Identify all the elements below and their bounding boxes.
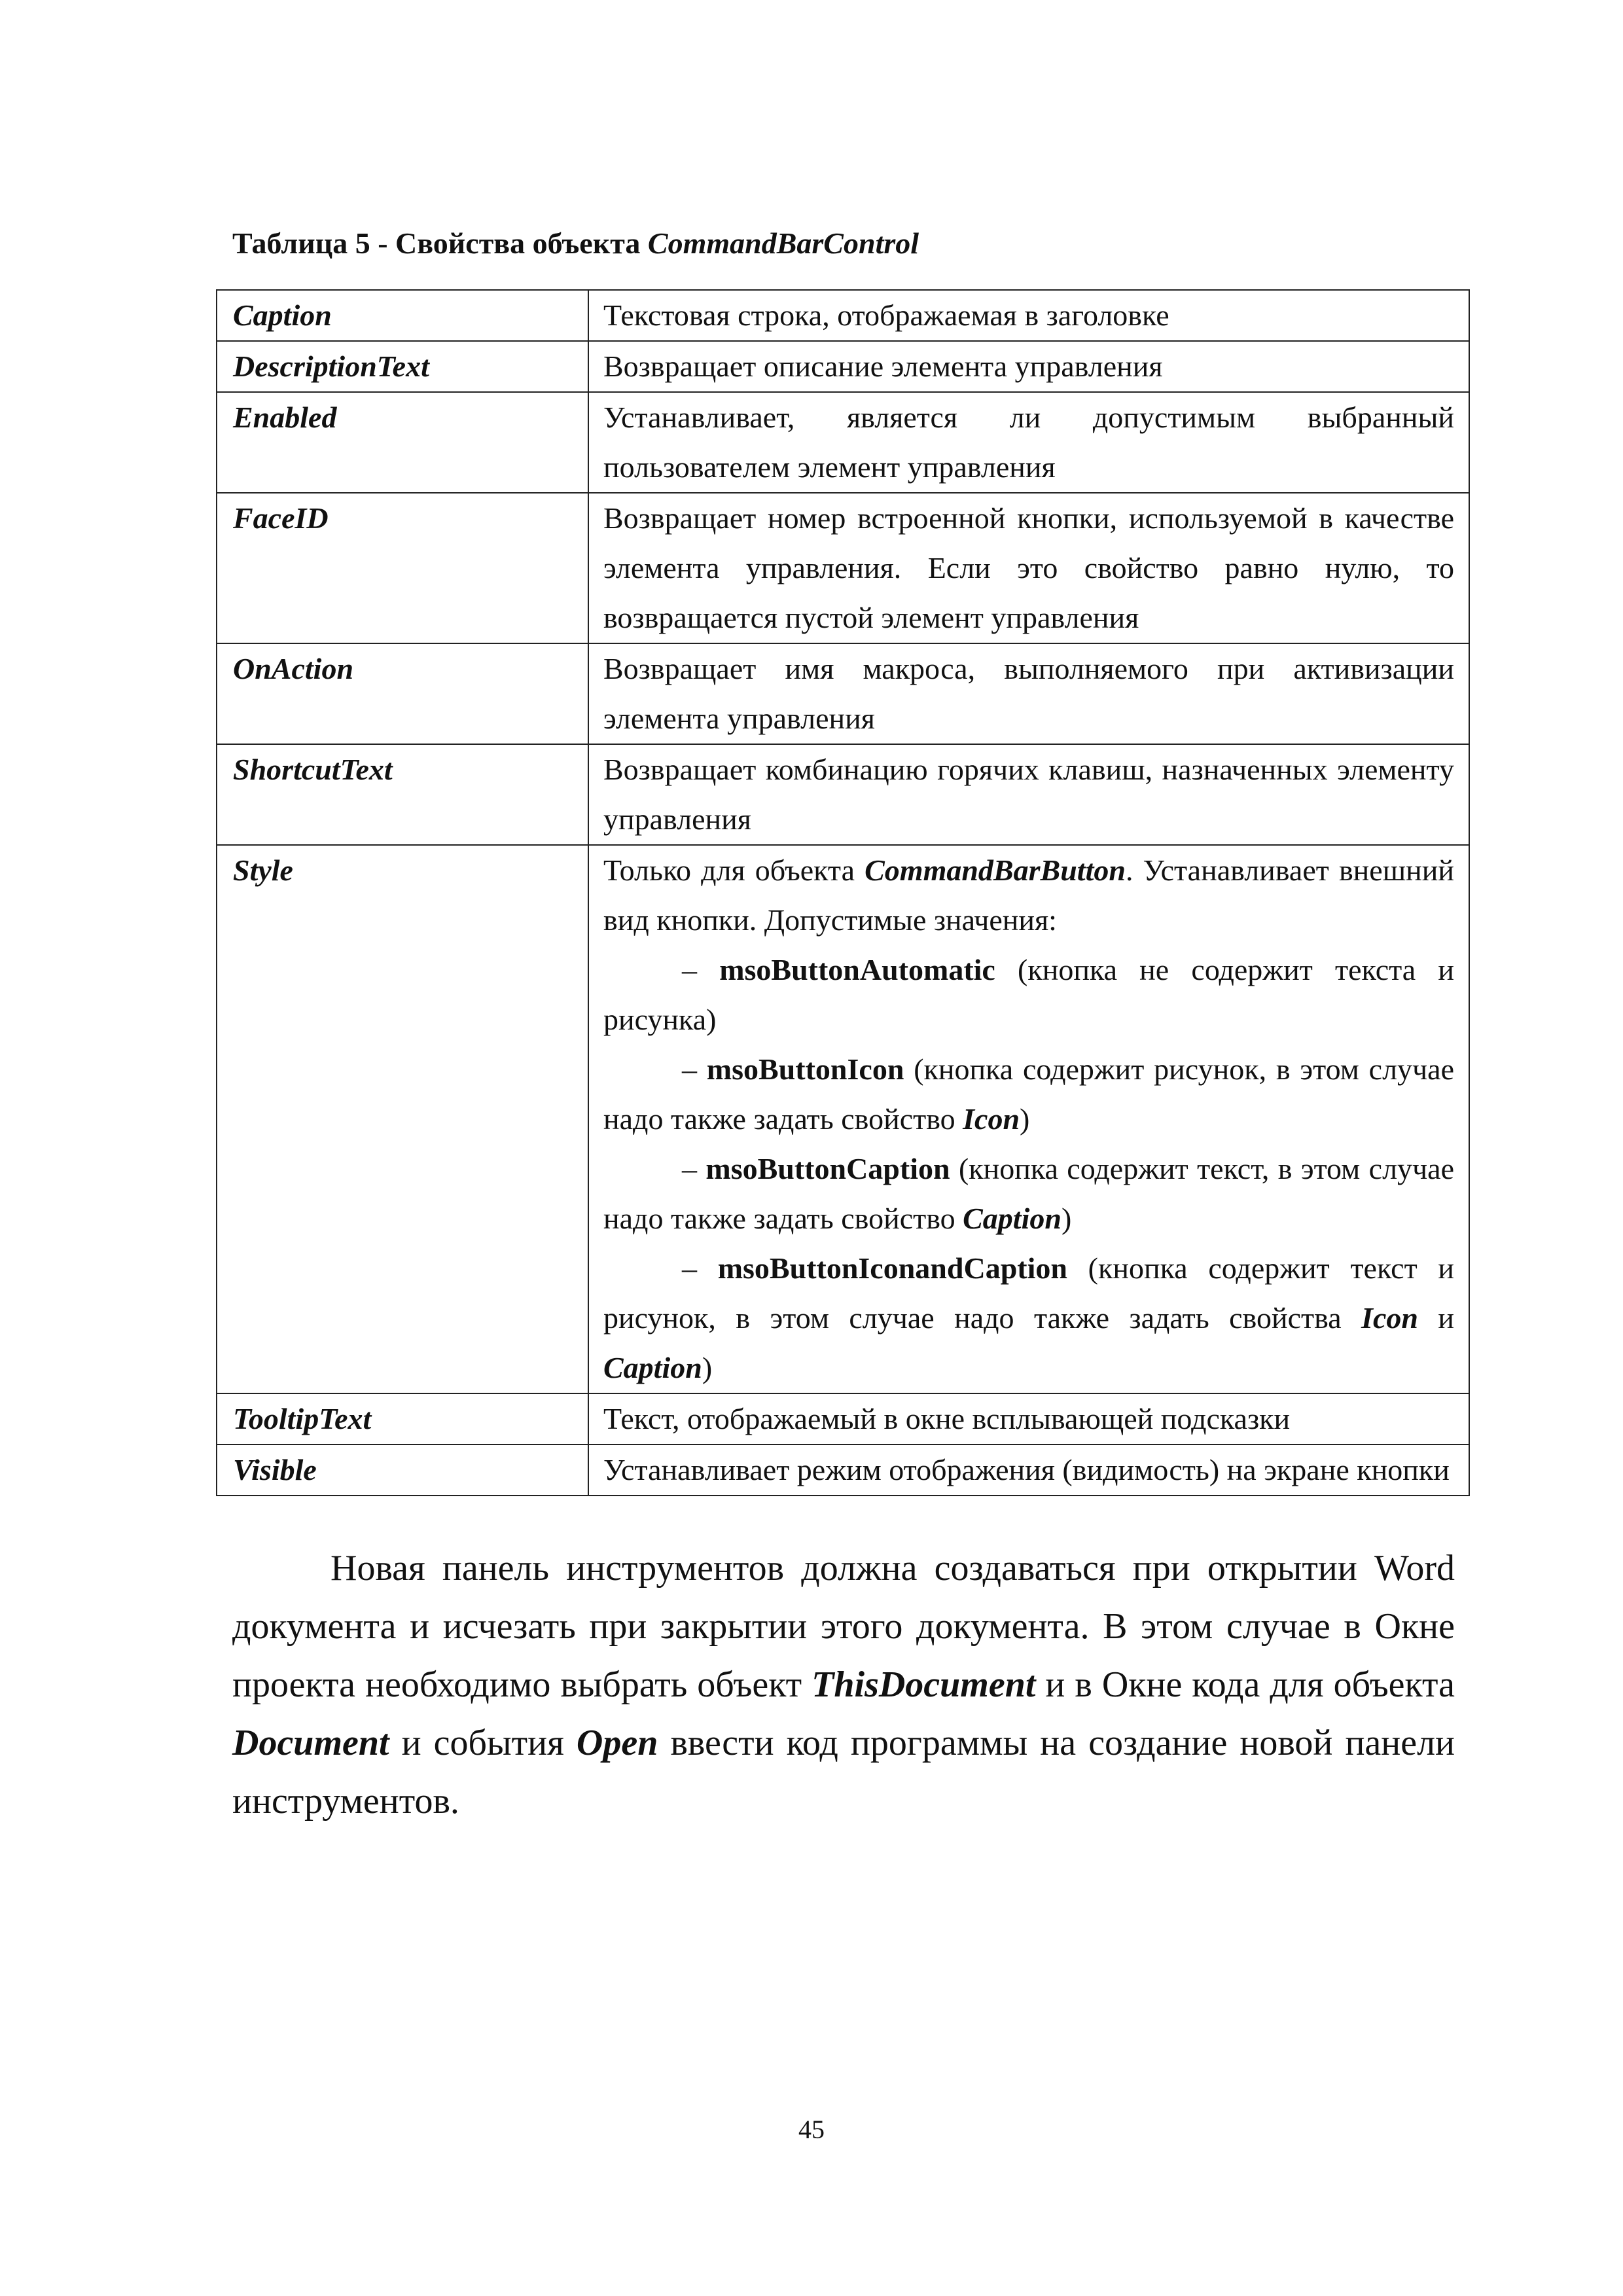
properties-table [216, 289, 1470, 1496]
option-dash: – [682, 1152, 706, 1185]
option-ref: Icon [1361, 1301, 1418, 1335]
option-tail: ) [1020, 1102, 1030, 1136]
table-row [217, 290, 1469, 341]
table-row [217, 744, 1469, 845]
paragraph-object-ref: Document [232, 1723, 389, 1763]
option-tail: ) [702, 1351, 713, 1384]
style-intro-object: CommandBarButton [865, 853, 1126, 887]
caption-prefix: Таблица 5 - Свойства объекта [232, 226, 648, 260]
option-text: (кнопка не содержит текста и рисунка) [603, 953, 1455, 1036]
option-ref: Caption [603, 1351, 702, 1384]
property-name: DescriptionText [217, 341, 588, 392]
table-row [217, 341, 1469, 392]
paragraph-object-ref: Open [576, 1723, 658, 1763]
property-name: Enabled [217, 392, 588, 493]
style-option [603, 1045, 1454, 1144]
property-description: Возвращает имя макроса, выполняемого при активизации элемента управления [588, 643, 1469, 744]
property-name: TooltipText [217, 1393, 588, 1444]
table-row [217, 643, 1469, 744]
option-value: msoButtonAutomatic [719, 953, 995, 986]
table-caption [232, 226, 919, 260]
option-value: msoButtonIcon [706, 1052, 904, 1086]
property-description: Возвращает комбинацию горячих клавиш, назначенных элементу управления [588, 744, 1469, 845]
page-number: 45 [798, 2115, 825, 2144]
option-ref: Caption [963, 1202, 1061, 1235]
style-option [603, 1244, 1454, 1393]
property-name: FaceID [217, 493, 588, 643]
property-description: Устанавливает режим отображения (видимость) на экране кнопки [588, 1444, 1469, 1496]
table-row [217, 1393, 1469, 1444]
property-name: OnAction [217, 643, 588, 744]
paragraph-text: и события [389, 1723, 577, 1763]
option-tail: ) [1061, 1202, 1072, 1235]
property-description: Возвращает номер встроенной кнопки, используемой в качестве элемента управления. Если это свойство равно нулю, то возвращается пустой элемент управления [588, 493, 1469, 643]
property-description: Текстовая строка, отображаемая в заголовке [588, 290, 1469, 341]
option-text: (кнопка содержит текст и рисунок, в этом случае надо также задать свойства [603, 1251, 1455, 1335]
style-option [603, 1144, 1454, 1244]
paragraph-text: ввести код программы на создание новой панели инструментов. [232, 1723, 1455, 1821]
style-intro-after: . Устанавливает внешний вид кнопки. Допустимые значения: [603, 853, 1454, 937]
paragraph-object-ref: ThisDocument [812, 1664, 1036, 1705]
property-description: Возвращает описание элемента управления [588, 341, 1469, 392]
property-description: Текст, отображаемый в окне всплывающей подсказки [588, 1393, 1469, 1444]
option-mid: и [1418, 1301, 1454, 1335]
property-name: Style [217, 845, 588, 1393]
table-row [217, 493, 1469, 643]
table-row [217, 392, 1469, 493]
style-option [603, 945, 1454, 1045]
body-paragraph [232, 1539, 1455, 1831]
option-text: (кнопка содержит рисунок, в этом случае надо также задать свойство [603, 1052, 1454, 1136]
table-row [217, 1444, 1469, 1496]
style-intro-before: Только для объекта [603, 853, 865, 887]
option-ref: Icon [963, 1102, 1020, 1136]
paragraph-text: и в Окне кода для объекта [1035, 1664, 1455, 1705]
option-text: (кнопка содержит текст, в этом случае надо также задать свойство [603, 1152, 1455, 1235]
property-description [588, 845, 1469, 1393]
option-dash: – [682, 953, 720, 986]
property-description: Устанавливает, является ли допустимым выбранный пользователем элемент управления [588, 392, 1469, 493]
property-name: Caption [217, 290, 588, 341]
option-dash: – [682, 1052, 707, 1086]
caption-object-name: CommandBarControl [647, 226, 919, 260]
paragraph-text: Новая панель инструментов должна создаваться при открытии Word документа и исчезать при закрытии этого документа. В этом случае в Окне проекта необходимо выбрать объект [232, 1548, 1455, 1705]
option-dash: – [682, 1251, 718, 1285]
option-value: msoButtonIconandCaption [717, 1251, 1067, 1285]
property-name: Visible [217, 1444, 588, 1496]
table-row-style [217, 845, 1469, 1393]
property-name: ShortcutText [217, 744, 588, 845]
option-value: msoButtonCaption [705, 1152, 950, 1185]
